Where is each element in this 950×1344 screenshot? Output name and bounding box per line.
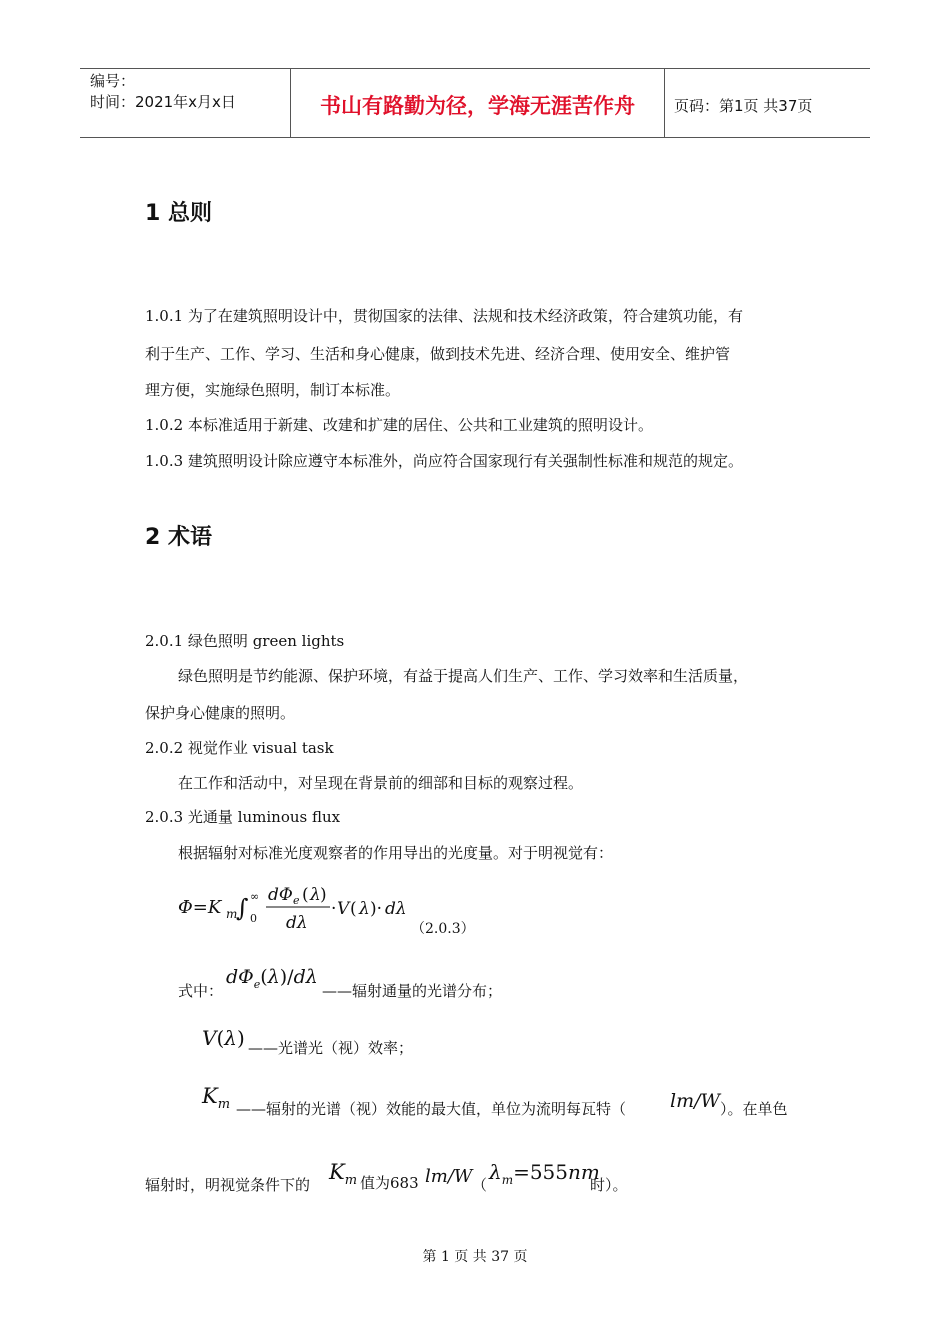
svg-text:Φ=K: Φ=K <box>178 897 222 918</box>
spectral-flux-symbol: $d\Phi_e(\lambda)/d\lambda$ <box>226 966 318 991</box>
clause-1-0-1-line2: 利于生产、工作、学习、生活和身心健康，做到技术先进、经济合理、使用安全、维护管 <box>145 345 731 363</box>
header-motto: 书山有路勤为径，学海无涯苦作舟 <box>291 69 665 137</box>
svg-text:)·: )· <box>370 899 383 919</box>
term-2-0-2-body: 在工作和活动中，对呈现在背景前的细部和目标的观察过程。 <box>178 774 584 792</box>
svg-text:(: ( <box>302 885 309 905</box>
clause-1-0-1-line3: 理方便，实施绿色照明，制订本标准。 <box>145 381 401 399</box>
svg-text:V: V <box>337 899 350 919</box>
def-km-tail: ）。在单色 <box>720 1100 788 1118</box>
last-line-tail: 时）。 <box>590 1176 628 1194</box>
page-header <box>80 68 870 138</box>
page-footer: 第 1 页 共 37 页 <box>422 1249 528 1265</box>
def-luminous-efficiency: ——光谱光（视）效率； <box>248 1039 414 1057</box>
lambda-m-equation: $\lambda_m=555nm$ <box>489 1160 600 1187</box>
section-2-title: 2 术语 <box>145 525 212 550</box>
svg-text:dλ: dλ <box>286 913 308 933</box>
equation-number: （2.0.3） <box>411 921 475 937</box>
luminous-flux-equation <box>176 880 436 940</box>
header-page-count: 页码：第1页 共37页 <box>674 96 813 115</box>
clause-1-0-2: 1.0.2 本标准适用于新建、改建和扩建的居住、公共和工业建筑的照明设计。 <box>145 416 653 434</box>
svg-text:0: 0 <box>250 912 257 925</box>
doc-number: 编号： <box>90 72 136 90</box>
term-2-0-3-heading: 2.0.3 光通量 luminous flux <box>145 808 341 826</box>
last-line-mid: 值为683 <box>360 1174 419 1192</box>
km-symbol-2: $K_m$ <box>329 1160 358 1189</box>
term-2-0-1-body-line1: 绿色照明是节约能源、保护环境，有益于提高人们生产、工作、学习效率和生活质量， <box>178 667 749 685</box>
svg-text:∞: ∞ <box>250 890 260 903</box>
clause-1-0-1-line1: 1.0.1 为了在建筑照明设计中，贯彻国家的法律、法规和技术经济政策，符合建筑功能，有 <box>145 307 743 325</box>
def-spectral-flux: ——辐射通量的光谱分布； <box>322 982 503 1000</box>
svg-text:dλ: dλ <box>385 899 407 919</box>
svg-text:(: ( <box>350 899 357 919</box>
doc-time: 时间：2021年x月x日 <box>90 93 236 111</box>
svg-text:dΦ: dΦ <box>268 885 293 905</box>
section-1-title: 1 总则 <box>145 201 212 226</box>
header-meta <box>80 69 291 137</box>
svg-text:λ: λ <box>310 885 321 905</box>
luminous-efficiency-symbol: V(λ) <box>202 1026 245 1050</box>
def-km: ——辐射的光谱（视）效能的最大值，单位为流明每瓦特（ <box>236 1100 627 1118</box>
term-2-0-1-heading: 2.0.1 绿色照明 green lights <box>145 632 345 650</box>
last-line-paren: （ <box>472 1176 488 1194</box>
km-symbol: $K_m$ <box>202 1084 231 1113</box>
svg-text:·: · <box>331 899 337 919</box>
clause-1-0-3: 1.0.3 建筑照明设计除应遵守本标准外，尚应符合国家现行有关强制性标准和规范的规定。 <box>145 452 743 470</box>
svg-text:e: e <box>293 894 300 907</box>
where-prefix: 式中： <box>178 982 224 1000</box>
unit-lm-per-w: lm/W <box>670 1090 721 1112</box>
last-line-prefix: 辐射时，明视觉条件下的 <box>145 1176 311 1194</box>
term-2-0-1-body-line2: 保护身心健康的照明。 <box>145 704 296 722</box>
svg-text:): ) <box>320 885 327 905</box>
svg-text:m: m <box>226 907 238 921</box>
term-2-0-2-heading: 2.0.2 视觉作业 visual task <box>145 739 334 757</box>
svg-text:∫: ∫ <box>236 894 249 922</box>
term-2-0-3-body: 根据辐射对标准光度观察者的作用导出的光度量。对于明视觉有： <box>178 844 614 862</box>
unit-lm-per-w-2: lm/W <box>425 1166 473 1187</box>
svg-text:λ: λ <box>359 899 370 919</box>
